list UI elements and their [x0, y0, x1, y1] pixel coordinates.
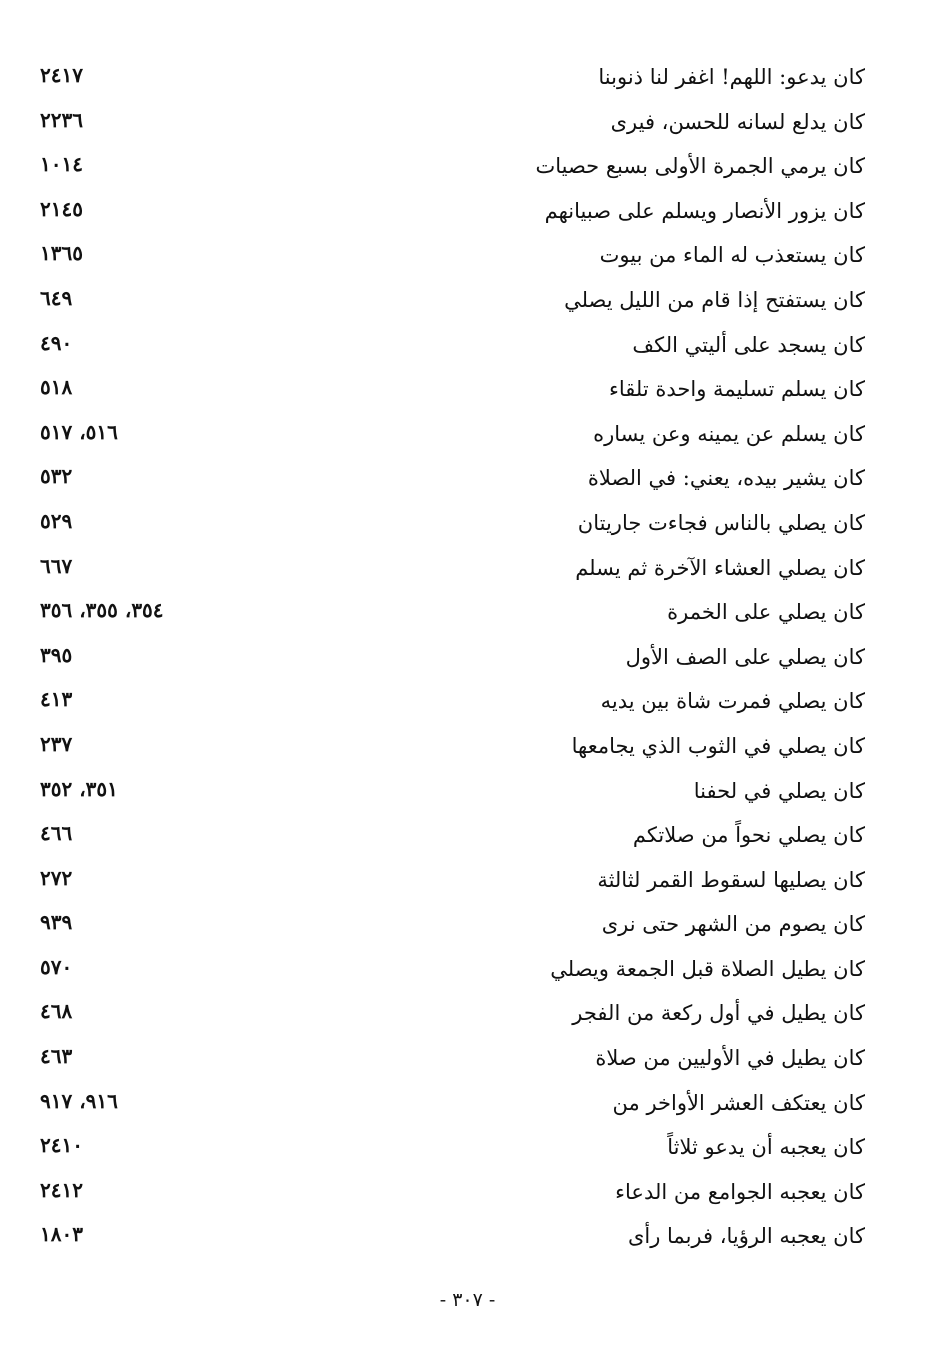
entry-reference-number: ٣٩٥ — [40, 642, 73, 667]
index-entry — [40, 326, 865, 371]
index-entry — [40, 950, 865, 995]
entry-reference-number: ٥٣٢ — [40, 464, 73, 489]
index-entry — [40, 1217, 865, 1262]
entry-reference-number: ٤٦٣ — [40, 1044, 73, 1069]
entry-reference-number: ٢١٤٥ — [40, 196, 83, 221]
index-entry — [40, 103, 865, 148]
index-entry — [40, 236, 865, 281]
index-entry — [40, 281, 865, 326]
index-entry — [40, 1084, 865, 1129]
entry-reference-number: ٢٢٣٦ — [40, 107, 83, 132]
index-entry — [40, 1128, 865, 1173]
entry-text: كان يعجبه الرؤيا، فربما رأى — [627, 1224, 865, 1249]
index-entry — [40, 549, 865, 594]
index-entry — [40, 1039, 865, 1084]
index-entry — [40, 682, 865, 727]
entry-text: كان يصلي نحواً من صلاتكم — [632, 823, 865, 848]
entry-text: كان يرمي الجمرة الأولى بسبع حصيات — [535, 154, 865, 179]
entry-text: كان يعجبه أن يدعو ثلاثاً — [667, 1135, 865, 1160]
entry-text: كان يسجد على أليتي الكف — [632, 332, 865, 357]
index-entry — [40, 192, 865, 237]
entry-reference-number: ٢٣٧ — [40, 731, 73, 756]
entry-reference-number: ١٣٦٥ — [40, 241, 83, 266]
entry-reference-number: ٣٥٤، ٣٥٥، ٣٥٦ — [40, 598, 164, 623]
entry-text: كان يصليها لسقوط القمر لثالثة — [597, 867, 865, 892]
entry-text: كان يشير بيده، يعني: في الصلاة — [587, 466, 865, 491]
entry-reference-number: ٩٣٩ — [40, 910, 73, 935]
entry-reference-number: ٥٢٩ — [40, 508, 73, 533]
entry-reference-number: ٤٩٠ — [40, 330, 73, 355]
index-entry — [40, 370, 865, 415]
index-entry — [40, 504, 865, 549]
index-entry — [40, 459, 865, 504]
entry-reference-number: ٤٦٦ — [40, 821, 73, 846]
page-number: - ٣٠٧ - — [439, 1289, 496, 1311]
entry-text: كان يسلم عن يمينه وعن يساره — [593, 421, 865, 446]
entry-text: كان يطيل في أول ركعة من الفجر — [572, 1001, 865, 1026]
entry-text: كان يصلي في لحفنا — [693, 778, 865, 803]
index-entry — [40, 638, 865, 683]
entry-text: كان يصلي بالناس فجاءت جاريتان — [577, 510, 865, 535]
entry-text: كان يستعذب له الماء من بيوت — [599, 243, 865, 268]
entry-reference-number: ١٠١٤ — [40, 152, 83, 177]
entry-reference-number: ٥٧٠ — [40, 954, 73, 979]
index-entry — [40, 727, 865, 772]
entry-reference-number: ١٨٠٣ — [40, 1222, 83, 1247]
index-entry — [40, 415, 865, 460]
entry-reference-number: ٥١٦، ٥١٧ — [40, 419, 118, 444]
entry-reference-number: ٤٦٨ — [40, 999, 73, 1024]
entry-reference-number: ٢٤١٠ — [40, 1133, 83, 1158]
entry-text: كان يعتكف العشر الأواخر من — [612, 1090, 865, 1115]
entry-text: كان يدلع لسانه للحسن، فيرى — [610, 109, 865, 134]
entry-text: كان يصلي فمرت شاة بين يديه — [600, 689, 865, 714]
index-entry — [40, 994, 865, 1039]
index-entry — [40, 772, 865, 817]
entry-reference-number: ٩١٦، ٩١٧ — [40, 1088, 118, 1113]
entry-text: كان يسلم تسليمة واحدة تلقاء — [609, 377, 865, 402]
entry-text: كان يصلي على الصف الأول — [625, 644, 865, 669]
entry-text: كان يستفتح إذا قام من الليل يصلي — [564, 287, 865, 312]
entry-reference-number: ٥١٨ — [40, 375, 73, 400]
index-entry — [40, 1173, 865, 1218]
entry-reference-number: ٦٦٧ — [40, 553, 73, 578]
index-entry — [40, 593, 865, 638]
index-entry — [40, 147, 865, 192]
entry-text: كان يزور الأنصار ويسلم على صبيانهم — [544, 198, 865, 223]
entry-text: كان يصلي في الثوب الذي يجامعها — [571, 733, 865, 758]
entry-reference-number: ٢٧٢ — [40, 865, 73, 890]
entry-reference-number: ٣٥١، ٣٥٢ — [40, 776, 118, 801]
entry-reference-number: ٤١٣ — [40, 687, 73, 712]
entry-reference-number: ٢٤١٧ — [40, 63, 83, 87]
entry-reference-number: ٢٤١٢ — [40, 1177, 83, 1202]
entry-reference-number: ٦٤٩ — [40, 285, 73, 310]
entry-text: كان يطيل في الأوليين من صلاة — [595, 1046, 865, 1071]
hadith-index-list — [40, 58, 865, 1262]
entry-text: كان يدعو: اللهم! اغفر لنا ذنوبنا — [598, 65, 865, 89]
entry-text: كان يصلي العشاء الآخرة ثم يسلم — [575, 555, 865, 580]
index-entry — [40, 816, 865, 861]
entry-text: كان يصلي على الخمرة — [667, 600, 865, 625]
index-entry — [40, 905, 865, 950]
index-entry — [40, 861, 865, 906]
entry-text: كان يعجبه الجوامع من الدعاء — [615, 1179, 865, 1204]
entry-text: كان يصوم من الشهر حتى نرى — [601, 912, 865, 937]
index-entry — [40, 58, 865, 103]
entry-text: كان يطيل الصلاة قبل الجمعة ويصلي — [550, 956, 865, 981]
